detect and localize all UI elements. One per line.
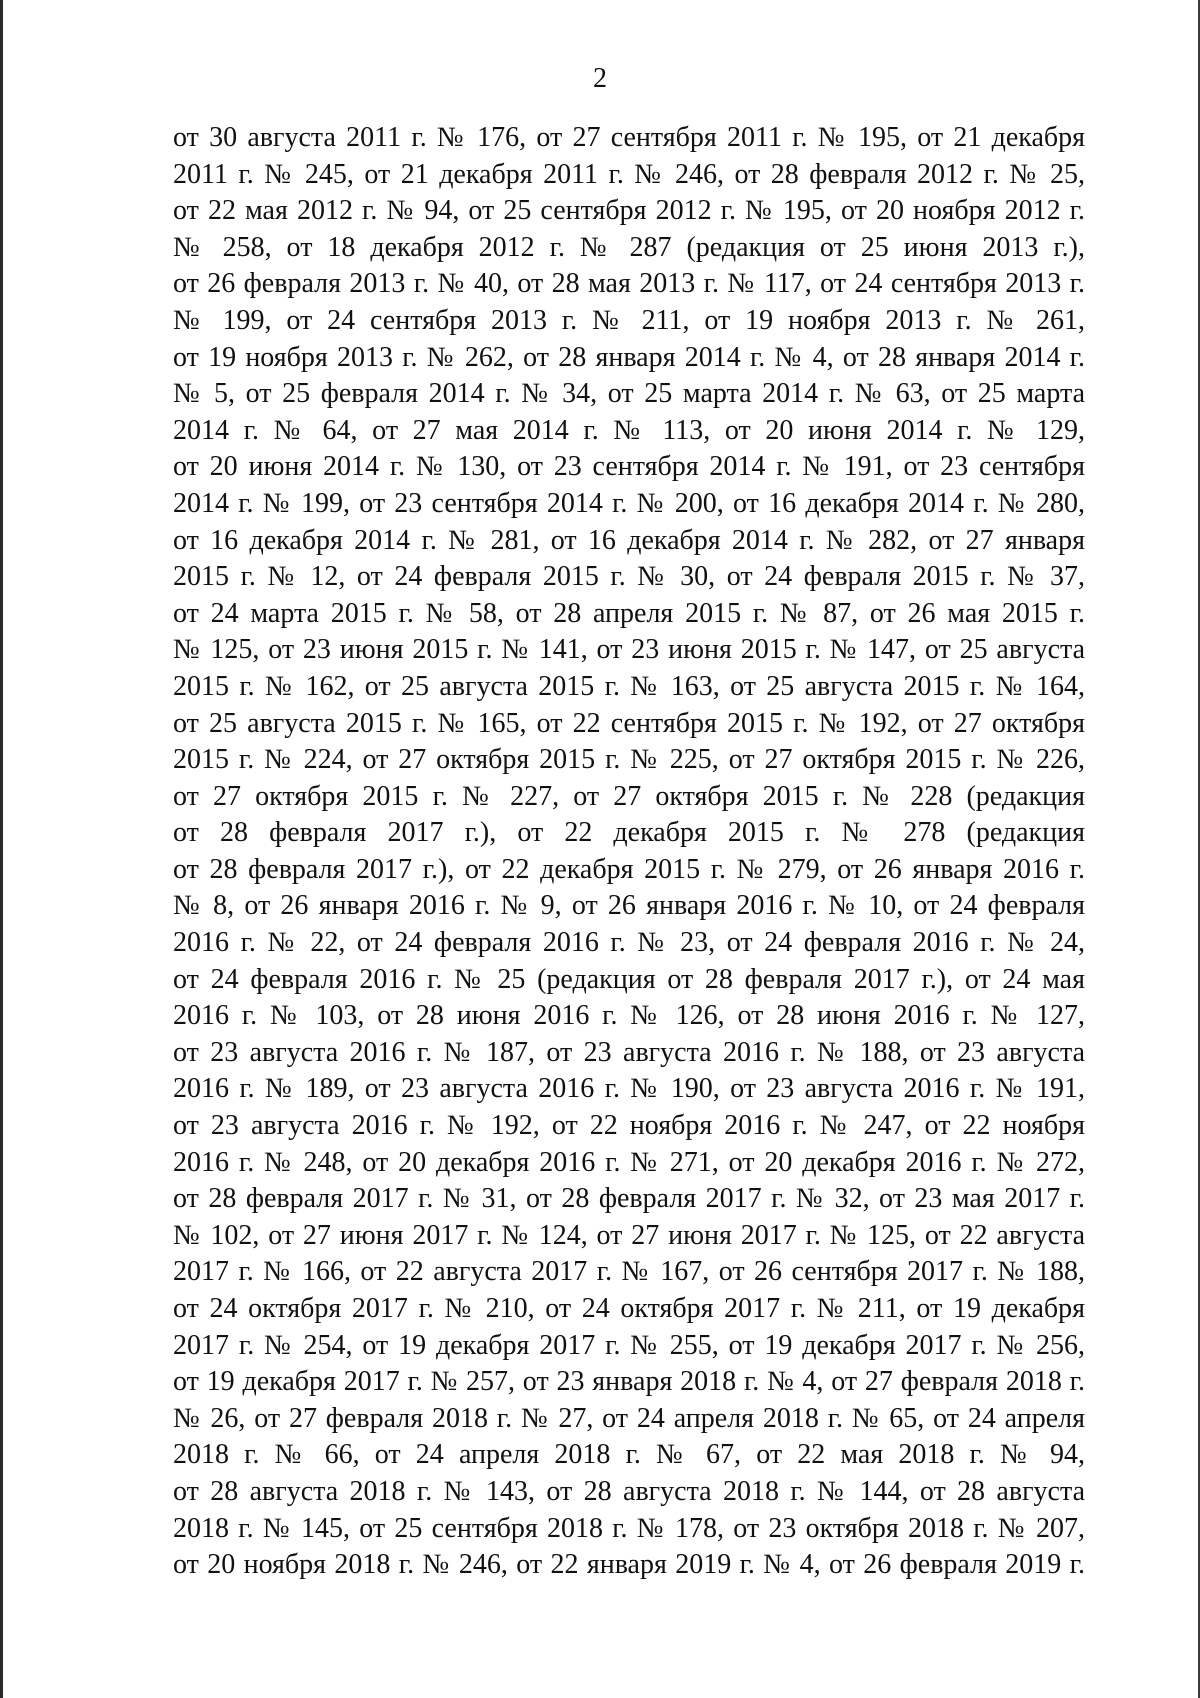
text-line: от 23 августа 2016 г. № 187, от 23 августа 2016 г. № 188, от 23 августа xyxy=(173,1036,1085,1068)
text-line: 2016 г. № 189, от 23 августа 2016 г. № 190, от 23 августа 2016 г. № 191, xyxy=(173,1073,1085,1105)
text-line: от 20 июня 2014 г. № 130, от 23 сентября 2014 г. № 191, от 23 сентября xyxy=(173,451,1085,483)
text-line: от 19 декабря 2017 г. № 257, от 23 января 2018 г. № 4, от 27 февраля 2018 г. xyxy=(173,1366,1085,1398)
text-line: от 16 декабря 2014 г. № 281, от 16 декабря 2014 г. № 282, от 27 января xyxy=(173,524,1085,556)
text-line: 2015 г. № 224, от 27 октября 2015 г. № 225, от 27 октября 2015 г. № 226, xyxy=(173,744,1085,776)
text-line: от 24 марта 2015 г. № 58, от 28 апреля 2015 г. № 87, от 26 мая 2015 г. xyxy=(173,597,1085,629)
text-line: от 22 мая 2012 г. № 94, от 25 сентября 2012 г. № 195, от 20 ноября 2012 г. xyxy=(173,195,1085,227)
scan-edge-left xyxy=(0,0,3,1698)
text-line: от 28 февраля 2017 г.), от 22 декабря 2015 г. № 279, от 26 января 2016 г. xyxy=(173,853,1085,885)
text-line: № 258, от 18 декабря 2012 г. № 287 (редакция от 25 июня 2013 г.), xyxy=(173,231,1085,263)
text-line: № 5, от 25 февраля 2014 г. № 34, от 25 марта 2014 г. № 63, от 25 марта xyxy=(173,378,1085,410)
text-line: от 23 августа 2016 г. № 192, от 22 ноября 2016 г. № 247, от 22 ноября xyxy=(173,1110,1085,1142)
text-line: от 28 февраля 2017 г. № 31, от 28 февраля 2017 г. № 32, от 23 мая 2017 г. xyxy=(173,1183,1085,1215)
text-line: № 8, от 26 января 2016 г. № 9, от 26 января 2016 г. № 10, от 24 февраля xyxy=(173,890,1085,922)
text-line: от 28 августа 2018 г. № 143, от 28 августа 2018 г. № 144, от 28 августа xyxy=(173,1475,1085,1507)
text-line: 2014 г. № 64, от 27 мая 2014 г. № 113, от 20 июня 2014 г. № 129, xyxy=(173,414,1085,446)
text-line: от 27 октября 2015 г. № 227, от 27 октября 2015 г. № 228 (редакция xyxy=(173,780,1085,812)
text-line: от 26 февраля 2013 г. № 40, от 28 мая 2013 г. № 117, от 24 сентября 2013 г. xyxy=(173,268,1085,300)
text-line: от 24 февраля 2016 г. № 25 (редакция от 28 февраля 2017 г.), от 24 мая xyxy=(173,963,1085,995)
document-body-text xyxy=(173,120,1085,1584)
text-line: № 199, от 24 сентября 2013 г. № 211, от 19 ноября 2013 г. № 261, xyxy=(173,304,1085,336)
text-line: от 30 августа 2011 г. № 176, от 27 сентября 2011 г. № 195, от 21 декабря xyxy=(173,122,1085,153)
text-line: от 28 февраля 2017 г.), от 22 декабря 2015 г. № 278 (редакция xyxy=(173,817,1085,849)
text-line: от 25 августа 2015 г. № 165, от 22 сентября 2015 г. № 192, от 27 октября xyxy=(173,707,1085,739)
page-number: 2 xyxy=(593,63,607,94)
text-line: 2017 г. № 166, от 22 августа 2017 г. № 167, от 26 сентября 2017 г. № 188, xyxy=(173,1256,1085,1288)
text-line: от 19 ноября 2013 г. № 262, от 28 января 2014 г. № 4, от 28 января 2014 г. xyxy=(173,341,1085,373)
text-line: № 26, от 27 февраля 2018 г. № 27, от 24 апреля 2018 г. № 65, от 24 апреля xyxy=(173,1402,1085,1434)
text-line: от 20 ноября 2018 г. № 246, от 22 января 2019 г. № 4, от 26 февраля 2019 г. xyxy=(173,1549,1085,1581)
text-line: № 125, от 23 июня 2015 г. № 141, от 23 июня 2015 г. № 147, от 25 августа xyxy=(173,634,1085,666)
text-line: 2018 г. № 145, от 25 сентября 2018 г. № 178, от 23 октября 2018 г. № 207, xyxy=(173,1512,1085,1544)
text-line: 2016 г. № 103, от 28 июня 2016 г. № 126, от 28 июня 2016 г. № 127, xyxy=(173,1000,1085,1032)
text-line: 2015 г. № 162, от 25 августа 2015 г. № 163, от 25 августа 2015 г. № 164, xyxy=(173,670,1085,702)
text-line: 2015 г. № 12, от 24 февраля 2015 г. № 30, от 24 февраля 2015 г. № 37, xyxy=(173,561,1085,593)
text-line: 2016 г. № 248, от 20 декабря 2016 г. № 271, от 20 декабря 2016 г. № 272, xyxy=(173,1146,1085,1178)
text-line: 2014 г. № 199, от 23 сентября 2014 г. № 200, от 16 декабря 2014 г. № 280, xyxy=(173,487,1085,519)
text-line: № 102, от 27 июня 2017 г. № 124, от 27 июня 2017 г. № 125, от 22 августа xyxy=(173,1219,1085,1251)
text-line: 2016 г. № 22, от 24 февраля 2016 г. № 23, от 24 февраля 2016 г. № 24, xyxy=(173,927,1085,959)
text-line: от 24 октября 2017 г. № 210, от 24 октября 2017 г. № 211, от 19 декабря xyxy=(173,1293,1085,1324)
text-line: 2018 г. № 66, от 24 апреля 2018 г. № 67, от 22 мая 2018 г. № 94, xyxy=(173,1439,1085,1471)
text-line: 2011 г. № 245, от 21 декабря 2011 г. № 246, от 28 февраля 2012 г. № 25, xyxy=(173,158,1085,190)
text-line: 2017 г. № 254, от 19 декабря 2017 г. № 255, от 19 декабря 2017 г. № 256, xyxy=(173,1329,1085,1361)
